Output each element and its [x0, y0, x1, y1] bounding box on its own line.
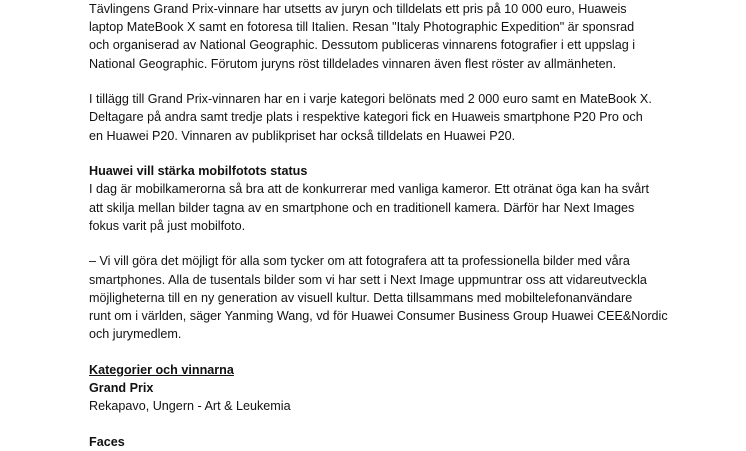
quote-paragraph [89, 252, 729, 343]
paragraph-spacer [89, 235, 729, 252]
text-line: runt om i världen, säger Yanming Wang, vd för Huawei Consumer Business Group Huawei CEE&Nordic [89, 309, 668, 324]
text-line: och jurymedlem. [89, 327, 182, 342]
text-line: fokus varit på just mobilfoto. [89, 218, 246, 233]
categories-heading: Kategorier och vinnarna [89, 362, 234, 377]
text-line: National Geographic. Förutom juryns röst tilldelades vinnaren även flest röster av allmänheten. [89, 56, 617, 71]
faces-label: Faces [89, 434, 125, 449]
text-line: Tävlingens Grand Prix-vinnare har utsetts av juryn och tilldelats ett pris på 10 000 euro, Huaweis [89, 2, 627, 16]
category-prizes-paragraph [89, 90, 729, 145]
paragraph-spacer [89, 343, 729, 360]
text-line: smartphones. Alla de tusentals bilder som vi har sett i Next Image uppmuntrar oss att vidareutveckla [89, 272, 647, 287]
section-heading: Huawei vill stärka mobilfotots status [89, 164, 308, 179]
press-release-document [89, 0, 729, 451]
text-line: Deltagare på andra samt tredje plats i respektive kategori fick en Huaweis smartphone P20 Pro och [89, 110, 643, 125]
paragraph-spacer [89, 73, 729, 90]
grand-prix-label: Grand Prix [89, 381, 154, 396]
grand-prix-winner: Rekapavo, Ungern - Art & Leukemia [89, 399, 291, 414]
categories-section [89, 361, 729, 416]
text-line: – Vi vill göra det möjligt för alla som tycker om att fotografera att ta professionella bilder med våra [89, 254, 630, 269]
text-line: I tillägg till Grand Prix-vinnaren har en i varje kategori belönats med 2 000 euro samt en MateBook X. [89, 92, 652, 107]
faces-section [89, 433, 729, 451]
text-line: och organiserad av National Geographic. Dessutom publiceras vinnarens fotografier i ett uppslag i [89, 38, 636, 53]
text-line: laptop MateBook X samt en fotoresa till Italien. Resan "Italy Photographic Expedition" är sponsrad [89, 20, 635, 35]
text-line: en Huawei P20. Vinnaren av publikpriset har också tilldelats en Huawei P20. [89, 128, 516, 143]
text-line: I dag är mobilkamerorna så bra att de konkurrerar med vanliga kameror. Ett otränat öga kan ha svårt [89, 182, 650, 197]
text-line: att skilja mellan bilder tagna av en smartphone och en traditionell kamera. Därför har Next Images [89, 200, 635, 215]
paragraph-spacer [89, 145, 729, 162]
mobile-status-section [89, 162, 729, 235]
grand-prix-paragraph [89, 0, 729, 73]
text-line: möjligheterna till en ny generation av visuell kultur. Detta tillsammans med mobiltelefonanvändare [89, 290, 633, 305]
paragraph-spacer [89, 415, 729, 432]
